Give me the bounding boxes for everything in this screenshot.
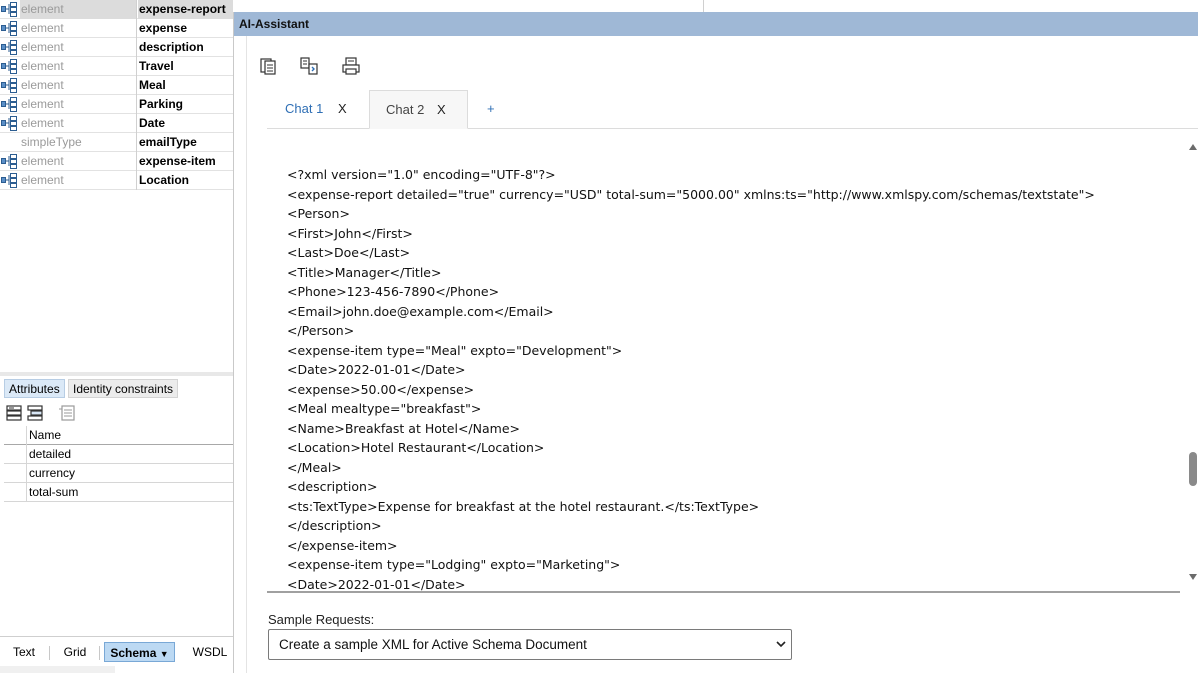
sample-requests-value: Create a sample XML for Active Schema Document	[279, 637, 587, 652]
column-header-name: Name	[29, 428, 62, 442]
sample-requests-select[interactable]	[268, 629, 792, 660]
tab-chat-1-label: Chat 1	[285, 101, 324, 116]
chevron-down-icon	[775, 639, 787, 649]
code-line: <Date>2022-01-01</Date>	[287, 362, 466, 377]
component-name: expense-item	[139, 154, 216, 168]
vertical-scrollbar[interactable]	[1186, 144, 1198, 594]
component-type: simpleType	[20, 133, 137, 152]
chat-tabs	[267, 90, 1198, 129]
divider	[0, 636, 233, 637]
list-item[interactable]	[0, 95, 233, 114]
code-line: <?xml version="1.0" encoding="UTF-8"?>	[287, 167, 556, 182]
list-item[interactable]	[0, 38, 233, 57]
element-icon	[1, 21, 18, 36]
component-name: description	[139, 40, 204, 54]
list-item[interactable]	[0, 152, 233, 171]
scroll-up-icon[interactable]	[1189, 144, 1197, 150]
element-icon	[1, 97, 18, 112]
component-name: expense	[139, 21, 188, 35]
ai-assistant-window	[233, 12, 1198, 673]
code-line: <First>John</First>	[287, 225, 413, 241]
component-type: element	[20, 95, 137, 114]
code-line: </Meal>	[287, 459, 342, 475]
row-gutter	[4, 445, 27, 464]
component-type: element	[20, 171, 137, 190]
code-line: <expense>50.00</expense>	[287, 381, 475, 397]
code-line: <Meal mealtype="breakfast">	[287, 401, 482, 416]
component-type: element	[20, 0, 137, 19]
print-icon[interactable]	[341, 56, 361, 76]
component-name: Travel	[139, 59, 174, 73]
ai-assistant-title[interactable]: AI-Assistant	[234, 12, 1198, 36]
component-name: Meal	[139, 78, 166, 92]
tab-chat-1[interactable]	[267, 90, 367, 129]
list-item[interactable]	[0, 133, 233, 152]
attributes-table	[4, 426, 233, 502]
table-row[interactable]	[4, 445, 233, 464]
component-name: Date	[139, 116, 166, 130]
table-row[interactable]	[4, 483, 233, 502]
panel-splitter[interactable]	[0, 372, 233, 376]
append-attribute-icon[interactable]	[5, 404, 23, 422]
code-line: </expense-item>	[287, 537, 398, 553]
background-editor-strip	[703, 0, 1198, 12]
attribute-panel-tabs	[0, 378, 233, 399]
tab-identity-constraints[interactable]: Identity constraints	[68, 379, 178, 398]
code-line: <Person>	[287, 206, 350, 221]
add-chat-tab-button[interactable]: +	[487, 101, 495, 116]
component-name: Location	[139, 173, 189, 187]
attributes-table-header	[4, 426, 233, 445]
list-item[interactable]	[0, 57, 233, 76]
code-line: <ts:TextType>Expense for breakfast at the hotel restaurant.</ts:TextType>	[287, 498, 760, 514]
row-gutter	[4, 426, 27, 445]
view-tabs	[0, 640, 233, 666]
insert-attribute-icon[interactable]	[26, 404, 44, 422]
list-item[interactable]	[0, 19, 233, 38]
components-list	[0, 0, 233, 190]
code-line: <Date>2022-01-01</Date>	[287, 576, 466, 592]
insert-into-document-icon[interactable]	[299, 56, 319, 76]
attribute-name: currency	[29, 466, 76, 480]
tab-text-view[interactable]: Text	[12, 645, 35, 659]
scrollbar-thumb[interactable]	[1189, 452, 1197, 486]
copy-icon[interactable]	[259, 56, 279, 76]
tab-schema-label: Schema	[110, 646, 157, 660]
component-type: element	[20, 114, 137, 133]
code-line: <expense-report detailed="true" currency="USD" total-sum="5000.00" xmlns:ts="http://www.xmlspy.com/schemas/textstate">	[287, 186, 1095, 202]
code-line: <Phone>123-456-7890</Phone>	[287, 284, 500, 299]
status-strip	[0, 666, 115, 673]
attribute-name: total-sum	[29, 485, 79, 499]
dropdown-arrow-icon: ▼	[159, 649, 169, 659]
element-icon	[1, 40, 18, 55]
element-icon	[1, 173, 18, 188]
divider	[99, 646, 100, 660]
ai-assistant-body	[246, 36, 1198, 673]
component-type: element	[20, 76, 137, 95]
divider	[49, 646, 50, 660]
code-line: <Name>Breakfast at Hotel</Name>	[287, 420, 520, 436]
table-row[interactable]	[4, 464, 233, 483]
scroll-down-icon[interactable]	[1189, 574, 1197, 580]
row-gutter	[4, 464, 27, 483]
element-icon	[1, 154, 18, 169]
list-item[interactable]	[0, 171, 233, 190]
tab-grid-view[interactable]: Grid	[63, 645, 87, 659]
code-line: <Location>Hotel Restaurant</Location>	[287, 440, 545, 455]
close-tab-chat-2-icon[interactable]: X	[437, 102, 446, 117]
code-line: <Last>Doe</Last>	[287, 245, 411, 260]
component-type: element	[20, 57, 137, 76]
tab-wsdl-view[interactable]: WSDL	[192, 645, 228, 659]
component-type: element	[20, 19, 137, 38]
element-icon	[1, 59, 18, 74]
list-item[interactable]	[0, 76, 233, 95]
list-item[interactable]	[0, 0, 233, 19]
sample-requests-label: Sample Requests:	[268, 612, 375, 627]
tab-schema-view[interactable]	[104, 642, 175, 662]
attribute-toolbar	[4, 404, 232, 424]
element-icon	[1, 78, 18, 93]
ai-response-code[interactable]	[267, 139, 1180, 593]
code-line: </Person>	[287, 323, 355, 338]
tab-chat-2[interactable]	[369, 90, 468, 129]
list-item[interactable]	[0, 114, 233, 133]
element-icon	[1, 2, 18, 17]
tab-chat-2-label: Chat 2	[386, 102, 425, 117]
row-gutter	[4, 483, 27, 502]
component-name: Parking	[139, 97, 184, 111]
code-line: <expense-item type="Meal" expto="Development">	[287, 342, 623, 358]
attribute-name: detailed	[29, 447, 72, 461]
component-type: element	[20, 38, 137, 57]
code-line: </description>	[287, 518, 382, 533]
component-name: expense-report	[138, 0, 233, 19]
close-tab-chat-1-icon[interactable]: X	[338, 101, 347, 116]
code-line: <Title>Manager</Title>	[287, 264, 442, 280]
code-line: <description>	[287, 479, 378, 494]
component-type: element	[20, 152, 137, 171]
schema-overview-panel	[0, 0, 233, 673]
component-name: emailType	[139, 135, 197, 149]
code-line: <expense-item type="Lodging" expto="Marketing">	[287, 557, 621, 572]
element-icon	[1, 116, 18, 131]
tab-attributes[interactable]: Attributes	[4, 379, 65, 398]
delete-attribute-icon[interactable]	[58, 404, 76, 422]
code-line: <Email>john.doe@example.com</Email>	[287, 303, 554, 319]
